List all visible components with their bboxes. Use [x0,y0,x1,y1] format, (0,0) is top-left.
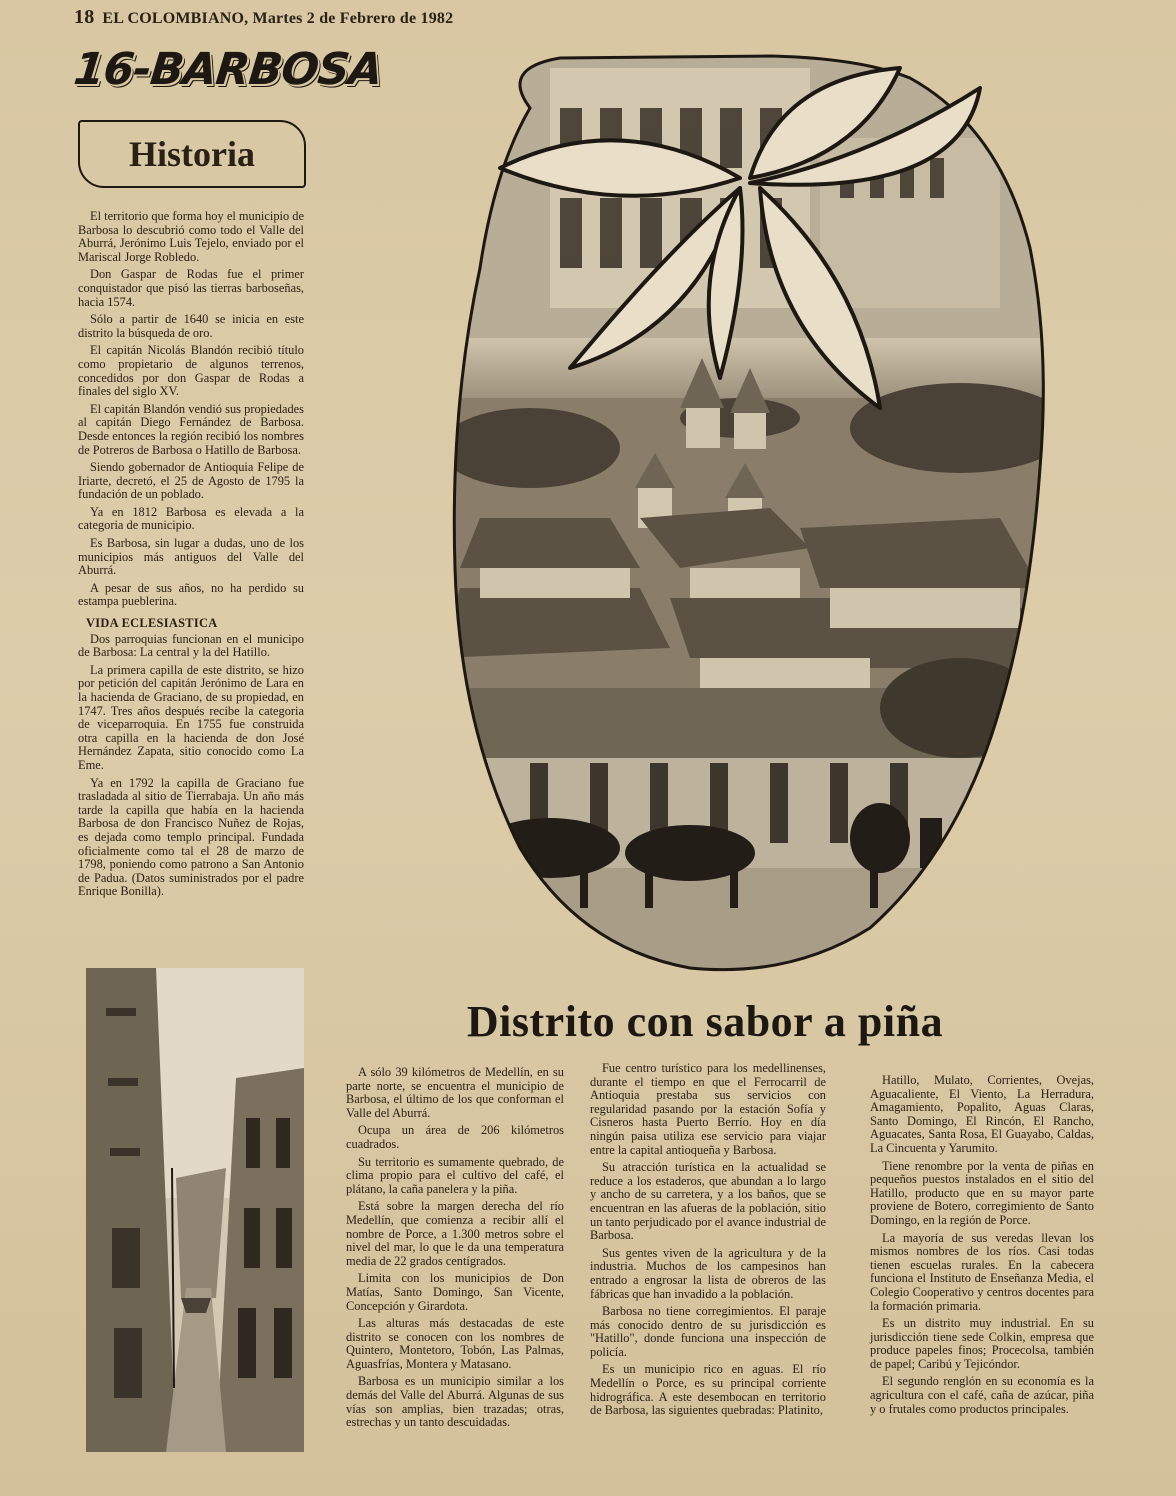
historia-paragraph: Sólo a partir de 1640 se inicia en este distrito la búsqueda de oro. [78,312,304,340]
page-number: 18 [74,6,95,28]
article-paragraph: Limita con los municipios de Don Matías, Santo Domingo, San Vicente, Concepción y Girardota. [346,1271,564,1313]
article-paragraph: Las alturas más destacadas de este distrito se conocen con los nombres de Quintero, Montetoro, Tobón, Las Palmas, Aguasfrías, Montera y Matasano. [346,1316,564,1371]
article-paragraph: Hatillo, Mulato, Corrientes, Ovejas, Aguacaliente, El Viento, La Herradura, Amagamiento, Popalito, Aguas Claras, Santo Domingo, El Rincón, El Rancho, Aguacates, Santa Rosa, El Guayabo, Caldas, La Cincuenta y Yarumito. [870,1073,1094,1155]
article-paragraph: Fue centro turístico para los medellinenses, durante el tiempo en que el Ferrocarril de Antioquia prestaba sus servicios con regularidad pasando por la estación Sofía y Cisneros hasta Puerto Berrío. Hoy en día ningún paisa utiliza ese servicio para viajar entre la capital antioqueña y Barbosa. [590,1061,826,1157]
article-paragraph: Es un distrito muy industrial. En su jurisdicción tiene sede Colkin, empresa que produce papeles finos; Procecolsa, también de papel; Caribú y Tejicóndor. [870,1316,1094,1371]
historia-paragraph: Don Gaspar de Rodas fue el primer conquistador que pisó las tierras barboseñas, hacia 1574. [78,267,304,309]
section-banner: 16-BARBOSA [71,44,385,95]
historia-title-box [78,120,306,188]
street-photo [86,968,304,1452]
article-column-3 [870,1074,1094,1420]
article-column-1 [346,1066,564,1434]
historia-column [78,210,304,903]
article-paragraph: Está sobre la margen derecha del río Medellín, que comienza a recibir allí el nombre de Porce, a 1.300 metros sobre el nivel del mar, lo que le da una temperatura media de 22 grados centígrados. [346,1199,564,1268]
pineapple-photo-collage [440,48,1060,988]
historia-paragraph: Es Barbosa, sin lugar a dudas, uno de los municipios más antiguos del Valle del Aburrá. [78,536,304,578]
article-paragraph: Su territorio es sumamente quebrado, de clima propio para el cultivo del café, el plátano, la caña panelera y la piña. [346,1154,564,1196]
historia-paragraph: La primera capilla de este distrito, se hizo por petición del capitán Jerónimo de Lara en la hacienda de Graciano, de su propiedad, en 1747. Tres años después recibe la categoria de viceparroquia. En 1755 fue construida otra capilla en la hacienda de don José Hernández Zapata, sitio conocido como La Eme. [78,662,304,772]
dateline: EL COLOMBIANO, Martes 2 de Febrero de 1982 [102,10,454,27]
masthead [74,6,453,29]
historia-paragraph: El capitán Blandón vendió sus propiedades al capitán Diego Fernández de Barbosa. Desde entonces la región recibió los nombres de Potreros de Barbosa o Hatillo de Barbosa. [78,401,304,457]
historia-paragraph: El capitán Nicolás Blandón recibió título como propietario de algunos terrenos, concedidos por don Gaspar de Rodas a finales del siglo XV. [78,343,304,399]
historia-paragraph: Ya en 1812 Barbosa es elevada a la categoria de municipio. [78,504,304,533]
historia-title: Historia [129,134,255,174]
article-paragraph: Sus gentes viven de la agricultura y de la industria. Muchos de los campesinos han entrado a engrosar la lista de obreros de las fábricas que han invadido a la población. [590,1245,826,1301]
article-paragraph: El segundo renglón en su economía es la agricultura con el café, caña de azúcar, piña y o frutales como productos principales. [870,1374,1094,1416]
historia-paragraph: Ya en 1792 la capilla de Graciano fue trasladada al sitio de Tierrabaja. Un año más tarde la capilla que había en la hacienda Barbosa de don Francisco Nuñez de Rojas, es dejada como templo principal. Fundada oficialmente como tal el 28 de marzo de 1798, poniendo como patrono a San Antonio de Padua. (Datos suministrados por el padre Enrique Bonilla). [78,775,304,899]
article-paragraph: Es un municipio rico en aguas. El río Medellín o Porce, es su principal corriente hidrográfica. A este desembocan en territorio de Barbosa, las siguientes quebradas: Platinito, [590,1362,826,1418]
article-column-2 [590,1062,826,1422]
historia-paragraph: Siendo gobernador de Antioquia Felipe de Iriarte, decretó, el 25 de Agosto de 1795 la fundación de un poblado. [78,460,304,502]
article-paragraph: Barbosa es un municipio similar a los demás del Valle del Aburrá. Algunas de sus vías son amplias, bien trazadas; otras, estrechas y un tanto descuidadas. [346,1374,564,1430]
subhead-vida-eclesiastica: VIDA ECLESIASTICA [86,616,218,631]
article-paragraph: Barbosa no tiene corregimientos. El paraje más conocido dentro de su jurisdicción es "Hatillo", donde funciona una inspección de policía. [590,1304,826,1359]
historia-paragraph: A pesar de sus años, no ha perdido su estampa pueblerina. [78,580,304,609]
article-paragraph: Ocupa un área de 206 kilómetros cuadrados. [346,1123,564,1151]
article-paragraph: Su atracción turística en la actualidad se reduce a los estaderos, que abundan a lo largo y ancho de su carretera, y a los baños, que se encuentran en las afueras de la población, sitio un tanto perjudicado por el avance industrial de Barbosa. [590,1160,826,1243]
article-paragraph: Tiene renombre por la venta de piñas en pequeños puestos instalados en el sitio del Hatillo, producto que en su mayor parte proviene de Botero, corregimiento de Santo Domingo, en la región de Porce. [870,1158,1094,1227]
headline: Distrito con sabor a piña [466,997,944,1046]
article-paragraph: A sólo 39 kilómetros de Medellín, en su parte norte, se encuentra el municipio de Barbosa, el último de los que conforman el Valle del Aburrá. [346,1065,564,1120]
historia-paragraph: El territorio que forma hoy el municipio de Barbosa lo descubrió como todo el Valle del Aburrá, Jerónimo Luis Tejelo, enviado por el Mariscal Jorge Robledo. [78,209,304,264]
historia-paragraph: Dos parroquias funcionan en el municipo de Barbosa: La central y la del Hatillo. [78,631,304,660]
article-paragraph: La mayoría de sus veredas llevan los mismos nombres de los ríos. Casi todas tienen escuelas rurales. En la cabecera funciona el Instituto de Enseñanza Media, el Colegio Cooperativo y centros docentes para la formación primaria. [870,1230,1094,1313]
